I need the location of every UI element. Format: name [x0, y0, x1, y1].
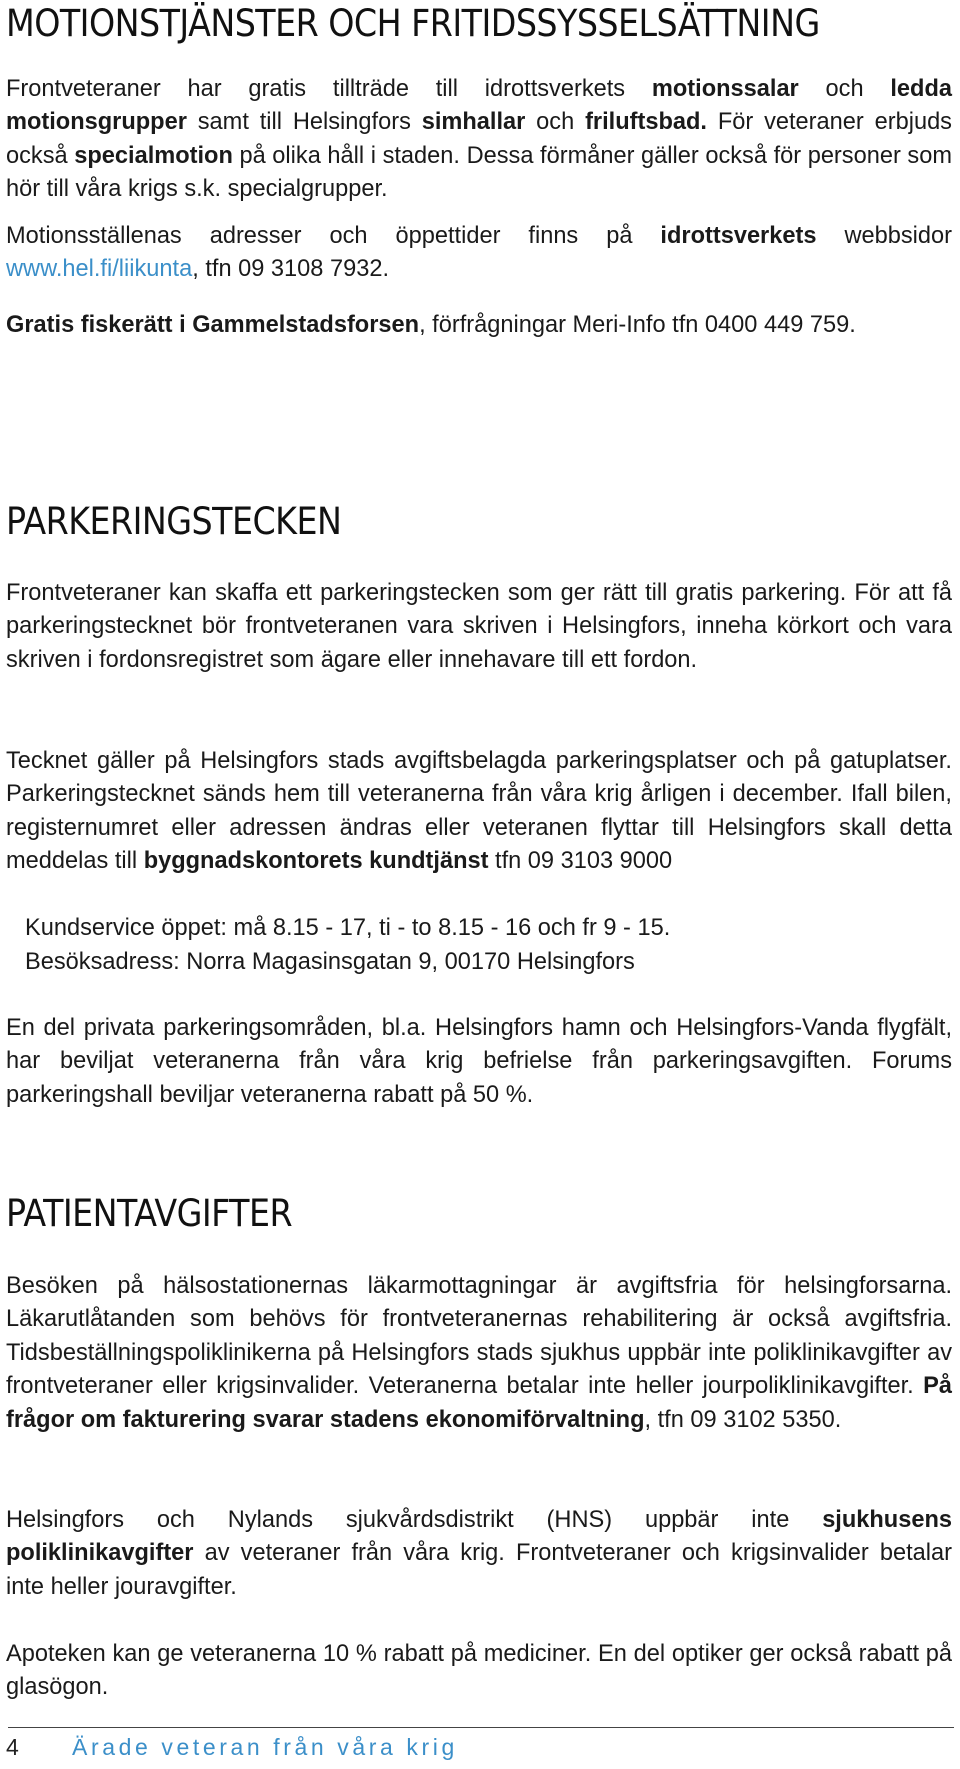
text: tfn 09 3103 9000 — [488, 848, 673, 875]
paragraph-patient-2 — [6, 1504, 952, 1604]
section-heading-parking: PARKERINGSTECKEN — [6, 500, 342, 543]
paragraph-motion-2 — [6, 220, 952, 287]
text: Motionsställenas adresser och öppettider finns på — [6, 223, 661, 249]
paragraph-parking-2 — [6, 745, 952, 879]
text: webbsidor — [816, 223, 952, 249]
paragraph-motion-1 — [6, 73, 952, 207]
page-footer — [6, 1734, 458, 1761]
page-number: 4 — [6, 1734, 19, 1760]
text: och — [798, 76, 891, 102]
paragraph-patient-3: Apoteken kan ge veteranerna 10 % rabatt på mediciner. En del optiker ger också rabatt på glasögon. — [6, 1641, 952, 1701]
text: och — [525, 109, 586, 136]
text: på olika håll i staden. Dessa förmåner gäller också för personer som hör till våra krigs s.k. specialgrupper. — [6, 142, 952, 203]
visit-address: Besöksadress: Norra Magasinsgatan 9, 00170 Helsingfors — [25, 949, 635, 975]
section-heading-patient-fees: PATIENTAVGIFTER — [6, 1192, 293, 1235]
text: , förfrågningar Meri-Info tfn 0400 449 759. — [419, 312, 856, 338]
bold-text: På frågor om fakturering svarar stadens ekonomiförvaltning — [6, 1373, 952, 1433]
text: Besöken på hälsostationernas läkarmottagningar är avgiftsfria för helsingforsarna. Läkarutlåtanden som behövs för frontveteranernas rehabilitering är också avgiftsfria. Tidsbeställningspoliklinikerna på Helsingfors stads sjukhus uppbär inte poliklinikavgifter av frontveteraner eller krigsinvalider. Veteranerna betalar inte heller jourpoliklinikavgifter. — [6, 1273, 952, 1400]
text: , tfn 09 3102 5350. — [644, 1406, 842, 1433]
text: För veteraner erbjuds också — [6, 109, 952, 169]
footer-divider — [8, 1727, 954, 1728]
bold-text: Gratis fiskerätt i Gammelstadsforsen — [6, 312, 420, 338]
paragraph-motion-3 — [6, 309, 952, 342]
bold-text: ledda motionsgrupper — [6, 76, 952, 136]
bold-text: friluftsbad. — [585, 109, 707, 136]
bold-text: specialmotion — [74, 142, 233, 169]
service-hours: Kundservice öppet: må 8.15 - 17, ti - to 8.15 - 16 och fr 9 - 15. — [25, 915, 671, 941]
paragraph-parking-3: En del privata parkeringsområden, bl.a. Helsingfors hamn och Helsingfors-Vanda flygfält, har beviljat veteranerna från våra krig befrielse från parkeringsavgiften. Forums parkeringshall beviljar veteranerna rabatt på 50 %. — [6, 1015, 952, 1108]
bold-text: motionssalar — [651, 76, 799, 102]
text: samt till Helsingfors — [186, 109, 422, 136]
bold-text: idrottsverkets — [660, 223, 817, 249]
paragraph-parking-1: Frontveteraner kan skaffa ett parkeringstecken som ger rätt till gratis parkering. För att få parkeringstecknet bör frontveteranen vara skriven i Helsingfors, inneha körkort och vara skriven i fordonsregistret som ägare eller innehavare till ett fordon. — [6, 580, 952, 673]
footer-title: Ärade veteran från våra krig — [72, 1734, 458, 1760]
paragraph-patient-1 — [6, 1270, 952, 1437]
text: Frontveteraner har gratis tillträde till idrottsverkets — [6, 76, 652, 102]
text: Tecknet gäller på Helsingfors stads avgiftsbelagda parkeringsplatser och på gatuplatser. Parkeringstecknet sänds hem till veteranerna från våra krig årligen i december. Ifall bilen, registernumret eller adressen ändras eller veteranen flyttar till Helsingfors skall detta meddelas till — [6, 748, 952, 875]
website-link[interactable]: www.hel.fi/liikunta — [6, 256, 193, 283]
bold-text: simhallar — [421, 109, 526, 136]
text: av veteraner från våra krig. Frontveteraner och krigsinvalider betalar inte heller jouravgifter. — [6, 1540, 952, 1600]
bold-text: sjukhusens poliklinikavgifter — [6, 1507, 952, 1567]
section-heading-motion: MOTIONSTJÄNSTER OCH FRITIDSSYSSELSÄTTNING — [6, 2, 820, 45]
text: , tfn 09 3108 7932. — [192, 256, 389, 283]
text: Helsingfors och Nylands sjukvårdsdistrikt (HNS) uppbär inte — [6, 1507, 823, 1533]
bold-text: byggnadskontorets kundtjänst — [143, 848, 489, 875]
